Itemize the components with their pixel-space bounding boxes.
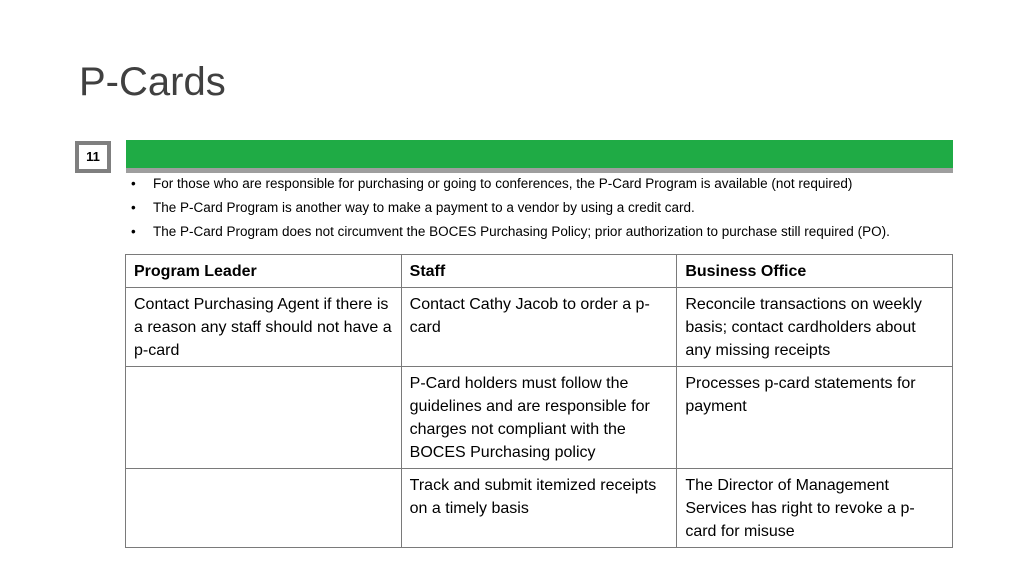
- table-cell: [126, 367, 402, 469]
- table-row: [126, 469, 953, 548]
- slide-title: P-Cards: [79, 60, 226, 104]
- table-cell: Contact Cathy Jacob to order a p-card: [401, 288, 677, 367]
- table-row: [126, 367, 953, 469]
- table-cell: Processes p-card statements for payment: [677, 367, 953, 469]
- table-cell: Contact Purchasing Agent if there is a reason any staff should not have a p-card: [126, 288, 402, 367]
- table-cell: Reconcile transactions on weekly basis; contact cardholders about any missing receipts: [677, 288, 953, 367]
- bullet-list: [131, 174, 890, 246]
- table-cell: [126, 469, 402, 548]
- table-header-row: [126, 255, 953, 288]
- header-business-office: Business Office: [677, 255, 953, 288]
- bullet-item: • The P-Card Program is another way to make a payment to a vendor by using a credit card.: [131, 198, 890, 222]
- bullet-item: • The P-Card Program does not circumvent the BOCES Purchasing Policy; prior authorization to purchase still required (PO).: [131, 222, 890, 246]
- header-staff: Staff: [401, 255, 677, 288]
- table-cell: P-Card holders must follow the guidelines and are responsible for charges not compliant with the BOCES Purchasing policy: [401, 367, 677, 469]
- bullet-item: • For those who are responsible for purchasing or going to conferences, the P-Card Program is available (not required): [131, 174, 890, 198]
- table-cell: Track and submit itemized receipts on a timely basis: [401, 469, 677, 548]
- accent-bar: [126, 140, 953, 173]
- slide-number-badge: 11: [75, 141, 111, 173]
- table-row: [126, 288, 953, 367]
- responsibilities-table: [125, 254, 953, 548]
- table-cell: The Director of Management Services has right to revoke a p-card for misuse: [677, 469, 953, 548]
- header-program-leader: Program Leader: [126, 255, 402, 288]
